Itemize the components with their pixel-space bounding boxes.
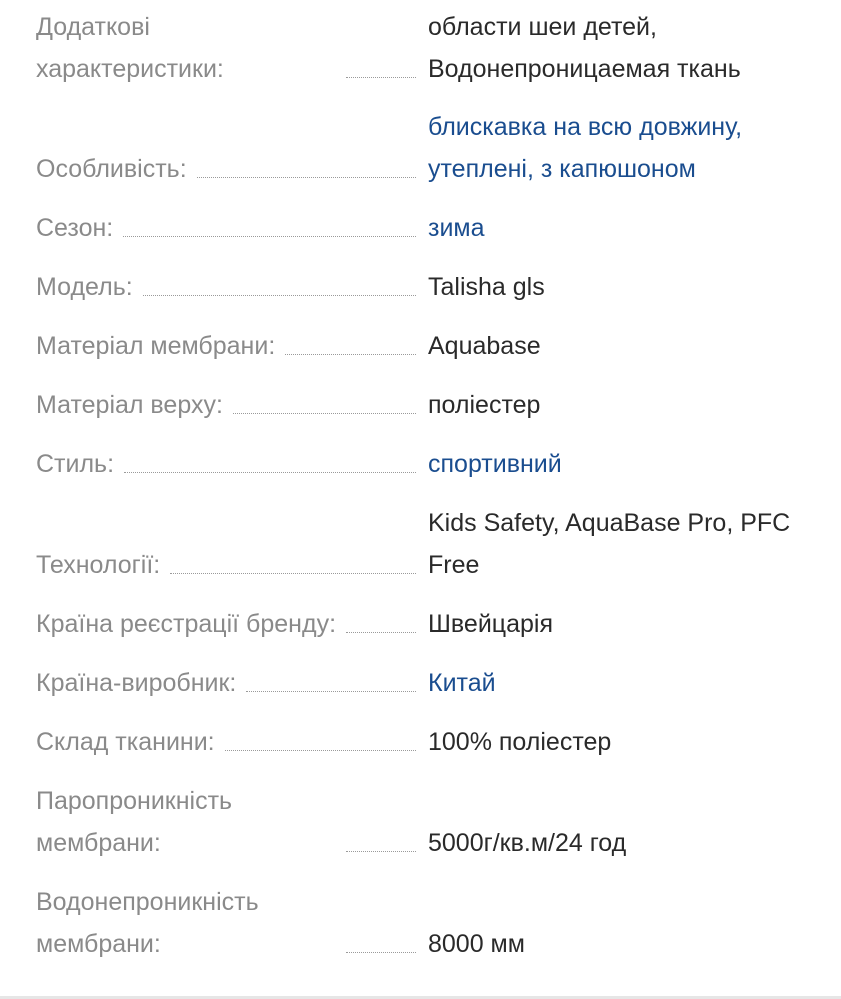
dotted-leader bbox=[346, 951, 416, 953]
dotted-leader bbox=[246, 690, 416, 692]
spec-row-additional-features bbox=[36, 6, 816, 90]
spec-label bbox=[36, 881, 416, 965]
spec-label-text: Модель: bbox=[36, 273, 133, 301]
spec-value: 5000г/кв.м/24 год bbox=[428, 829, 627, 857]
spec-value: области шеи детей, Водонепроницаемая ткань bbox=[428, 13, 741, 83]
spec-value-link[interactable]: зима bbox=[428, 214, 485, 242]
dotted-leader bbox=[346, 850, 416, 852]
spec-value-link[interactable]: Китай bbox=[428, 669, 496, 697]
spec-label-text: Матеріал верху: bbox=[36, 391, 223, 419]
dotted-leader bbox=[143, 294, 416, 296]
spec-label bbox=[36, 544, 416, 586]
spec-row-fabric-composition bbox=[36, 721, 816, 763]
spec-label bbox=[36, 6, 416, 90]
spec-value-link[interactable]: спортивний bbox=[428, 450, 562, 478]
spec-value: 100% поліестер bbox=[428, 728, 612, 756]
spec-label-text: Водонепроникність мембрани: bbox=[36, 888, 259, 958]
spec-label-text: Сезон: bbox=[36, 214, 114, 242]
spec-label bbox=[36, 780, 416, 864]
spec-row-upper-material bbox=[36, 384, 816, 426]
dotted-leader bbox=[285, 353, 416, 355]
spec-label-text: Склад тканини: bbox=[36, 728, 215, 756]
spec-label bbox=[36, 148, 416, 190]
spec-label-text: Стиль: bbox=[36, 450, 115, 478]
spec-row-model bbox=[36, 266, 816, 308]
spec-label bbox=[36, 384, 416, 426]
spec-label-text: Країна реєстрації бренду: bbox=[36, 610, 337, 638]
spec-label-text: Країна-виробник: bbox=[36, 669, 237, 697]
dotted-leader bbox=[124, 471, 416, 473]
spec-label-text: Технології: bbox=[36, 551, 161, 579]
spec-label bbox=[36, 443, 416, 485]
dotted-leader bbox=[197, 176, 416, 178]
spec-label-text: Особливість: bbox=[36, 155, 187, 183]
spec-label bbox=[36, 721, 416, 763]
spec-value: Talisha gls bbox=[428, 273, 545, 301]
dotted-leader bbox=[170, 572, 416, 574]
dotted-leader bbox=[233, 412, 416, 414]
spec-label bbox=[36, 325, 416, 367]
spec-row-brand-country bbox=[36, 603, 816, 645]
spec-value: поліестер bbox=[428, 391, 541, 419]
spec-row-feature bbox=[36, 106, 816, 190]
spec-value: Швейцарія bbox=[428, 610, 553, 638]
spec-label-text: Паропроникність мембрани: bbox=[36, 787, 233, 857]
spec-label bbox=[36, 662, 416, 704]
spec-row-water-resistance bbox=[36, 881, 816, 965]
spec-label bbox=[36, 266, 416, 308]
dotted-leader bbox=[346, 76, 416, 78]
spec-row-manufacturer-country bbox=[36, 662, 816, 704]
spec-value: 8000 мм bbox=[428, 930, 525, 958]
spec-row-style bbox=[36, 443, 816, 485]
dotted-leader bbox=[123, 235, 416, 237]
spec-label-text: Додаткові характеристики: bbox=[36, 13, 224, 83]
spec-row-vapor-permeability bbox=[36, 780, 816, 864]
dotted-leader bbox=[346, 631, 416, 633]
spec-value: Kids Safety, AquaBase Pro, PFC Free bbox=[428, 509, 791, 579]
dotted-leader bbox=[225, 749, 416, 751]
spec-value: Aquabase bbox=[428, 332, 541, 360]
spec-row-season bbox=[36, 207, 816, 249]
spec-row-membrane-material bbox=[36, 325, 816, 367]
spec-value-link[interactable]: блискавка на всю довжину, утеплені, з капюшоном bbox=[428, 113, 743, 183]
spec-row-technologies bbox=[36, 502, 816, 586]
spec-label bbox=[36, 603, 416, 645]
spec-label bbox=[36, 207, 416, 249]
spec-label-text: Матеріал мембрани: bbox=[36, 332, 276, 360]
